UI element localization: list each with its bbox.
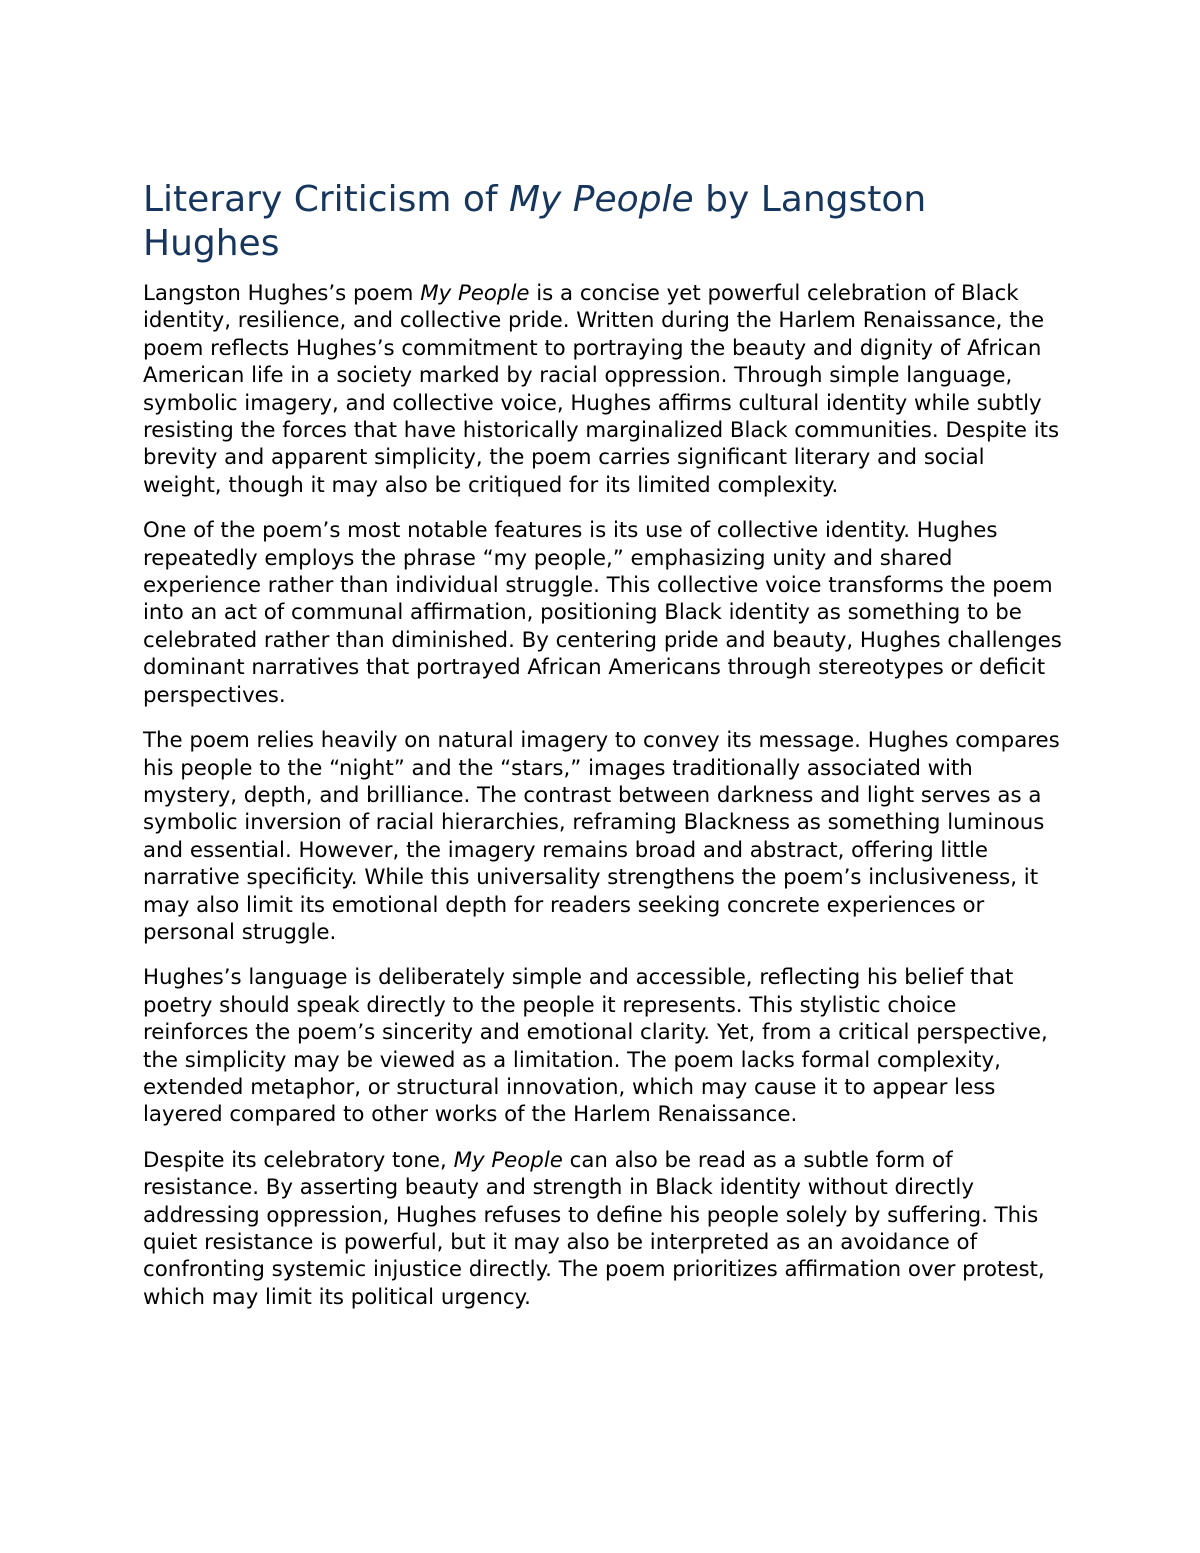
title-part-2: by Langston Hughes [143, 179, 927, 264]
paragraph-text: is a concise yet powerful celebration of Black identity, resilience, and collective pride. Written during the Harlem Renaissance, the poem reflects Hughes’s commitment to portraying the beauty and dignity of African American life in a society marked by racial oppression. Through simple language, symbolic imagery, and collective voice, Hughes affirms cultural identity while subtly resisting the forces that have historically marginalized Black communities. Despite its brevity and apparent simplicity, the poem carries significant literary and social weight, though it may also be critiqued for its limited complexity. [143, 281, 1060, 498]
paragraph-intro [143, 280, 1068, 499]
paragraph-collective-identity: One of the poem’s most notable features is its use of collective identity. Hughes repeatedly employs the phrase “my people,” emphasizing unity and shared experience rather than individual struggle. This collective voice transforms the poem into an act of communal affirmation, positioning Black identity as something to be celebrated rather than diminished. By centering pride and beauty, Hughes challenges dominant narratives that portrayed African Americans through stereotypes or deficit perspectives. [143, 518, 1062, 708]
document-page [143, 178, 1068, 1329]
document-title [143, 178, 1068, 266]
paragraph-text: can also be read as a subtle form of resistance. By asserting beauty and strength in Black identity without directly addressing oppression, Hughes refuses to define his people solely by suffering. This quiet resistance is powerful, but it may also be interpreted as an avoidance of confronting systemic injustice directly. The poem prioritizes affirmation over protest, which may limit its political urgency. [143, 1147, 1045, 1310]
paragraph-text: Langston Hughes’s poem [143, 281, 421, 306]
paragraph-resistance [143, 1147, 1068, 1311]
paragraph-italic: My People [420, 281, 530, 306]
title-italic: My People [509, 179, 694, 220]
paragraph-language: Hughes’s language is deliberately simple and accessible, reflecting his belief that poetry should speak directly to the people it represents. This stylistic choice reinforces the poem’s sincerity and emotional clarity. Yet, from a critical perspective, the simplicity may be viewed as a limitation. The poem lacks formal complexity, extended metaphor, or structural innovation, which may cause it to appear less layered compared to other works of the Harlem Renaissance. [143, 965, 1048, 1128]
title-part-1: Literary Criticism of [143, 179, 509, 220]
paragraph-text: Despite its celebratory tone, [143, 1147, 454, 1173]
paragraph-italic: My People [453, 1147, 563, 1173]
paragraph-imagery: The poem relies heavily on natural imagery to convey its message. Hughes compares his people to the “night” and the “stars,” images traditionally associated with mystery, depth, and brilliance. The contrast between darkness and light serves as a symbolic inversion of racial hierarchies, reframing Blackness as something luminous and essential. However, the imagery remains broad and abstract, offering little narrative specificity. While this universality strengthens the poem’s inclusiveness, it may also limit its emotional depth for readers seeking concrete experiences or personal struggle. [143, 728, 1060, 945]
